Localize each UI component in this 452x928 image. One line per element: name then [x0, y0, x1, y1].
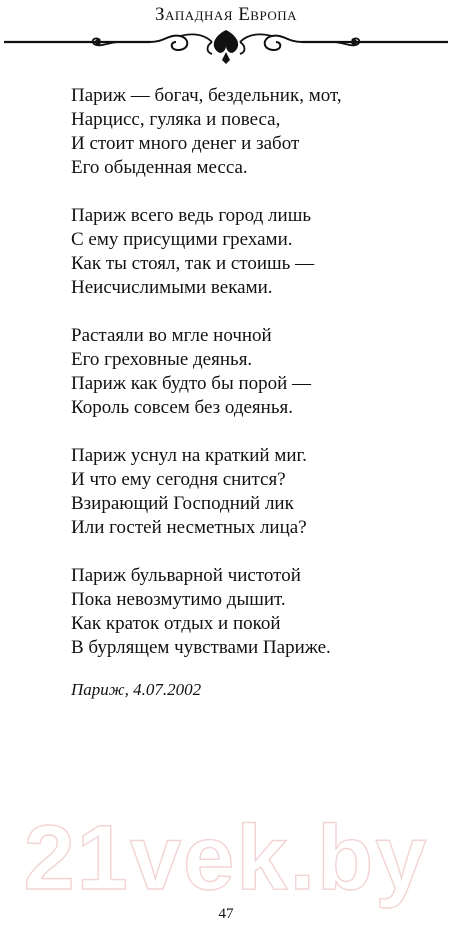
poem-dateline: Париж, 4.07.2002 — [71, 680, 202, 699]
stanza-2 — [71, 204, 431, 300]
poem-line: Париж уснул на краткий миг. — [71, 445, 307, 466]
poem-line: И что ему сегодня снится? — [71, 469, 286, 490]
poem-line: Как краток отдых и покой — [71, 613, 281, 634]
poem-line: Нарцисс, гуляка и повеса, — [71, 109, 281, 130]
poem-line: Растаяли во мгле ночной — [71, 325, 272, 346]
poem-line: С ему присущими грехами. — [71, 229, 293, 250]
poem-line: Его обыденная месса. — [71, 157, 248, 178]
poem — [71, 84, 431, 702]
poem-line: Париж — богач, бездельник, мот, — [71, 85, 342, 106]
poem-line: Как ты стоял, так и стоишь — — [71, 253, 315, 274]
running-title: Западная Европа — [154, 4, 298, 25]
poem-line: Взирающий Господний лик — [71, 493, 294, 514]
stanza-5 — [71, 564, 431, 660]
poem-line: Париж как будто бы порой — — [71, 373, 312, 394]
page-number: 47 — [218, 906, 234, 922]
watermark: 21vek.by — [23, 807, 429, 909]
poem-line: И стоит много денег и забот — [71, 133, 300, 154]
poem-line: Париж бульварной чистотой — [71, 565, 301, 586]
poem-line: Или гостей несметных лица? — [71, 517, 307, 538]
poem-line: Его греховные деянья. — [71, 349, 253, 370]
stanza-1 — [71, 84, 431, 180]
stanza-4 — [71, 444, 431, 540]
poem-line: В бурлящем чувствами Париже. — [71, 637, 331, 658]
ornament-divider-icon — [0, 26, 452, 66]
poem-line: Пока невозмутимо дышит. — [71, 589, 286, 610]
poem-line: Король совсем без одеянья. — [71, 397, 293, 418]
poem-line: Неисчислимыми веками. — [71, 277, 273, 298]
stanza-3 — [71, 324, 431, 420]
poem-line: Париж всего ведь город лишь — [71, 205, 311, 226]
